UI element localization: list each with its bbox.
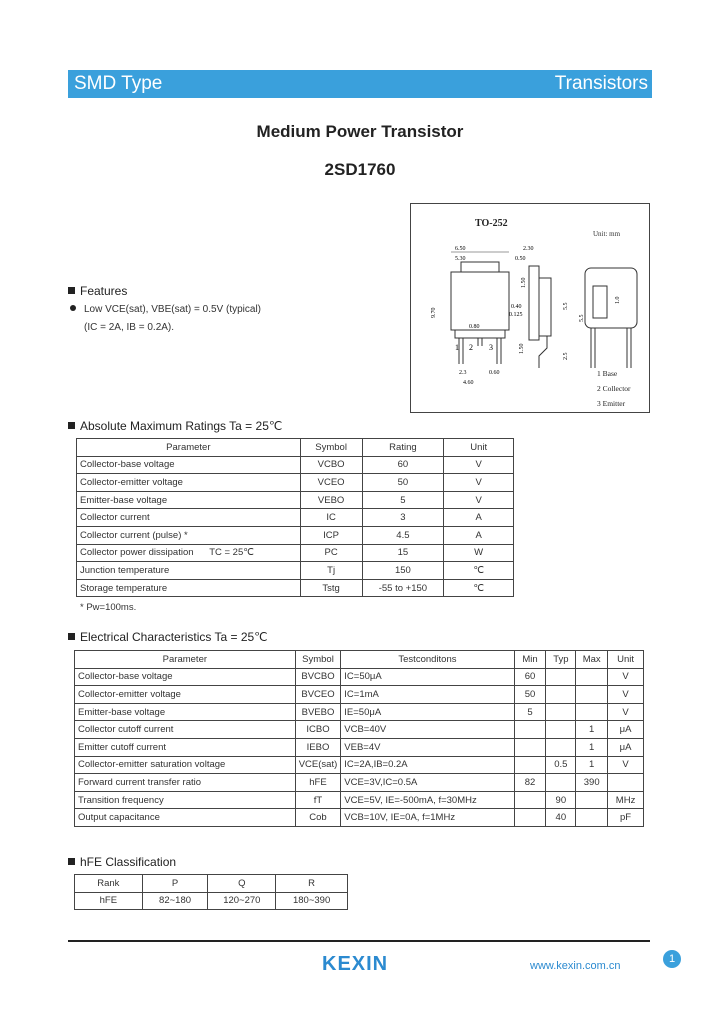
package-drawing-box — [410, 203, 650, 413]
feature-line-2: (IC = 2A, IB = 0.2A). — [84, 322, 175, 333]
col-min: Min — [514, 651, 546, 669]
table-row: Transition frequency fT VCE=5V, IE=-500mA, f=30MHz 90 MHz — [75, 791, 644, 809]
amr-heading: Absolute Maximum Ratings Ta = 25℃ — [68, 419, 282, 433]
dim-side-b: 1.50 — [519, 343, 525, 354]
col-symbol: Symbol — [295, 651, 341, 669]
col-unit: Unit — [444, 439, 514, 457]
table-row: Collector power dissipation TC = 25℃ PC 15 W — [77, 544, 514, 562]
bullet-square-icon — [68, 422, 75, 429]
col-rank-q: Q — [208, 875, 276, 893]
kexin-logo: KEXIN — [322, 953, 389, 975]
features-heading: Features — [68, 284, 127, 298]
bullet-square-icon — [68, 287, 75, 294]
dim-lead-w: 0.60 — [489, 370, 500, 376]
table-row: Collector-emitter voltage VCEO 50 V — [77, 474, 514, 492]
col-parameter: Parameter — [75, 651, 296, 669]
pin-num-3: 3 — [489, 343, 493, 352]
dim-bottom-b: 5.5 — [579, 314, 585, 322]
part-number: 2SD1760 — [324, 160, 396, 179]
table-row: hFE 82~180 120~270 180~390 — [75, 892, 348, 910]
col-test-conditions: Testconditons — [341, 651, 514, 669]
amr-footnote: * Pw=100ms. — [80, 602, 137, 613]
table-row: Collector-emitter saturation voltage VCE(sat) IC=2A,IB=0.2A 0.5 1 V — [75, 756, 644, 774]
ec-heading: Electrical Characteristics Ta = 25℃ — [68, 630, 268, 644]
table-header-row — [77, 439, 514, 457]
package-name: TO-252 — [475, 218, 508, 229]
pin-num-2: 2 — [469, 343, 473, 352]
table-row: Emitter-base voltage BVEBO IE=50μA 5 V — [75, 703, 644, 721]
col-rank-p: P — [142, 875, 208, 893]
dim-thickness: 0.125 — [509, 312, 523, 318]
header-left: SMD Type — [74, 73, 163, 94]
col-rating: Rating — [362, 439, 444, 457]
dim-width-b: 5.30 — [455, 256, 466, 262]
col-rank-r: R — [276, 875, 348, 893]
col-typ: Typ — [546, 651, 576, 669]
header-right: Transistors — [554, 73, 648, 94]
dim-span: 4.60 — [463, 380, 474, 386]
table-row: Collector-emitter voltage BVCEO IC=1mA 50 V — [75, 686, 644, 704]
dim-body-height: 9.70 — [431, 307, 437, 318]
page-number-badge: 1 — [663, 950, 681, 968]
dim-side-c: 1.50 — [521, 277, 527, 288]
dim-tab: 0.50 — [515, 256, 526, 262]
dim-width-a: 6.50 — [455, 246, 466, 252]
col-max: Max — [576, 651, 608, 669]
pin-label-emitter: 3 Emitter — [597, 399, 626, 408]
package-unit: Unit: mm — [593, 230, 621, 238]
table-row: Collector current (pulse) * ICP 4.5 A — [77, 526, 514, 544]
table-row: Collector current IC 3 A — [77, 509, 514, 527]
col-rank: Rank — [75, 875, 143, 893]
pin-label-collector: 2 Collector — [597, 384, 631, 393]
table-row: Emitter cutoff current IEBO VEB=4V 1 μA — [75, 738, 644, 756]
col-unit: Unit — [608, 651, 644, 669]
col-symbol: Symbol — [300, 439, 362, 457]
dim-bottom: 1.0 — [615, 296, 621, 304]
footer-url[interactable]: www.kexin.com.cn — [530, 960, 621, 972]
table-row: Collector cutoff current ICBO VCB=40V 1 μA — [75, 721, 644, 739]
dim-lead-t: 0.40 — [511, 304, 522, 310]
dim-side-height: 5.5 — [563, 302, 569, 310]
footer-divider — [68, 940, 650, 942]
table-row: Collector-base voltage BVCBO IC=50μA 60 V — [75, 668, 644, 686]
dim-side-lead: 2.5 — [563, 352, 569, 360]
table-row: Collector-base voltage VCBO 60 V — [77, 456, 514, 474]
table-row: Output capacitance Cob VCB=10V, IE=0A, f=1MHz 40 pF — [75, 809, 644, 827]
table-row: Emitter-base voltage VEBO 5 V — [77, 491, 514, 509]
bullet-dot-icon — [70, 305, 76, 311]
dim-pitch: 2.3 — [459, 370, 467, 376]
table-row: Storage temperature Tstg -55 to +150 ℃ — [77, 579, 514, 597]
pin-num-1: 1 — [455, 343, 459, 352]
table-header-row — [75, 651, 644, 669]
hfe-table — [74, 874, 348, 910]
col-parameter: Parameter — [77, 439, 301, 457]
page-title: Medium Power Transistor — [256, 122, 464, 141]
table-row: Junction temperature Tj 150 ℃ — [77, 562, 514, 580]
dim-lead: 0.80 — [469, 324, 480, 330]
table-header-row — [75, 875, 348, 893]
package-outline-diagram — [411, 204, 649, 412]
bullet-square-icon — [68, 858, 75, 865]
header-band — [68, 70, 652, 98]
pin-label-base: 1 Base — [597, 369, 618, 378]
bullet-square-icon — [68, 633, 75, 640]
feature-line-1: Low VCE(sat), VBE(sat) = 0.5V (typical) — [70, 304, 261, 315]
table-row: Forward current transfer ratio hFE VCE=3V,IC=0.5A 82 390 — [75, 774, 644, 792]
hfe-heading: hFE Classification — [68, 855, 176, 869]
ec-table — [74, 650, 644, 827]
dim-lead-width: 2.30 — [523, 246, 534, 252]
amr-table — [76, 438, 514, 597]
